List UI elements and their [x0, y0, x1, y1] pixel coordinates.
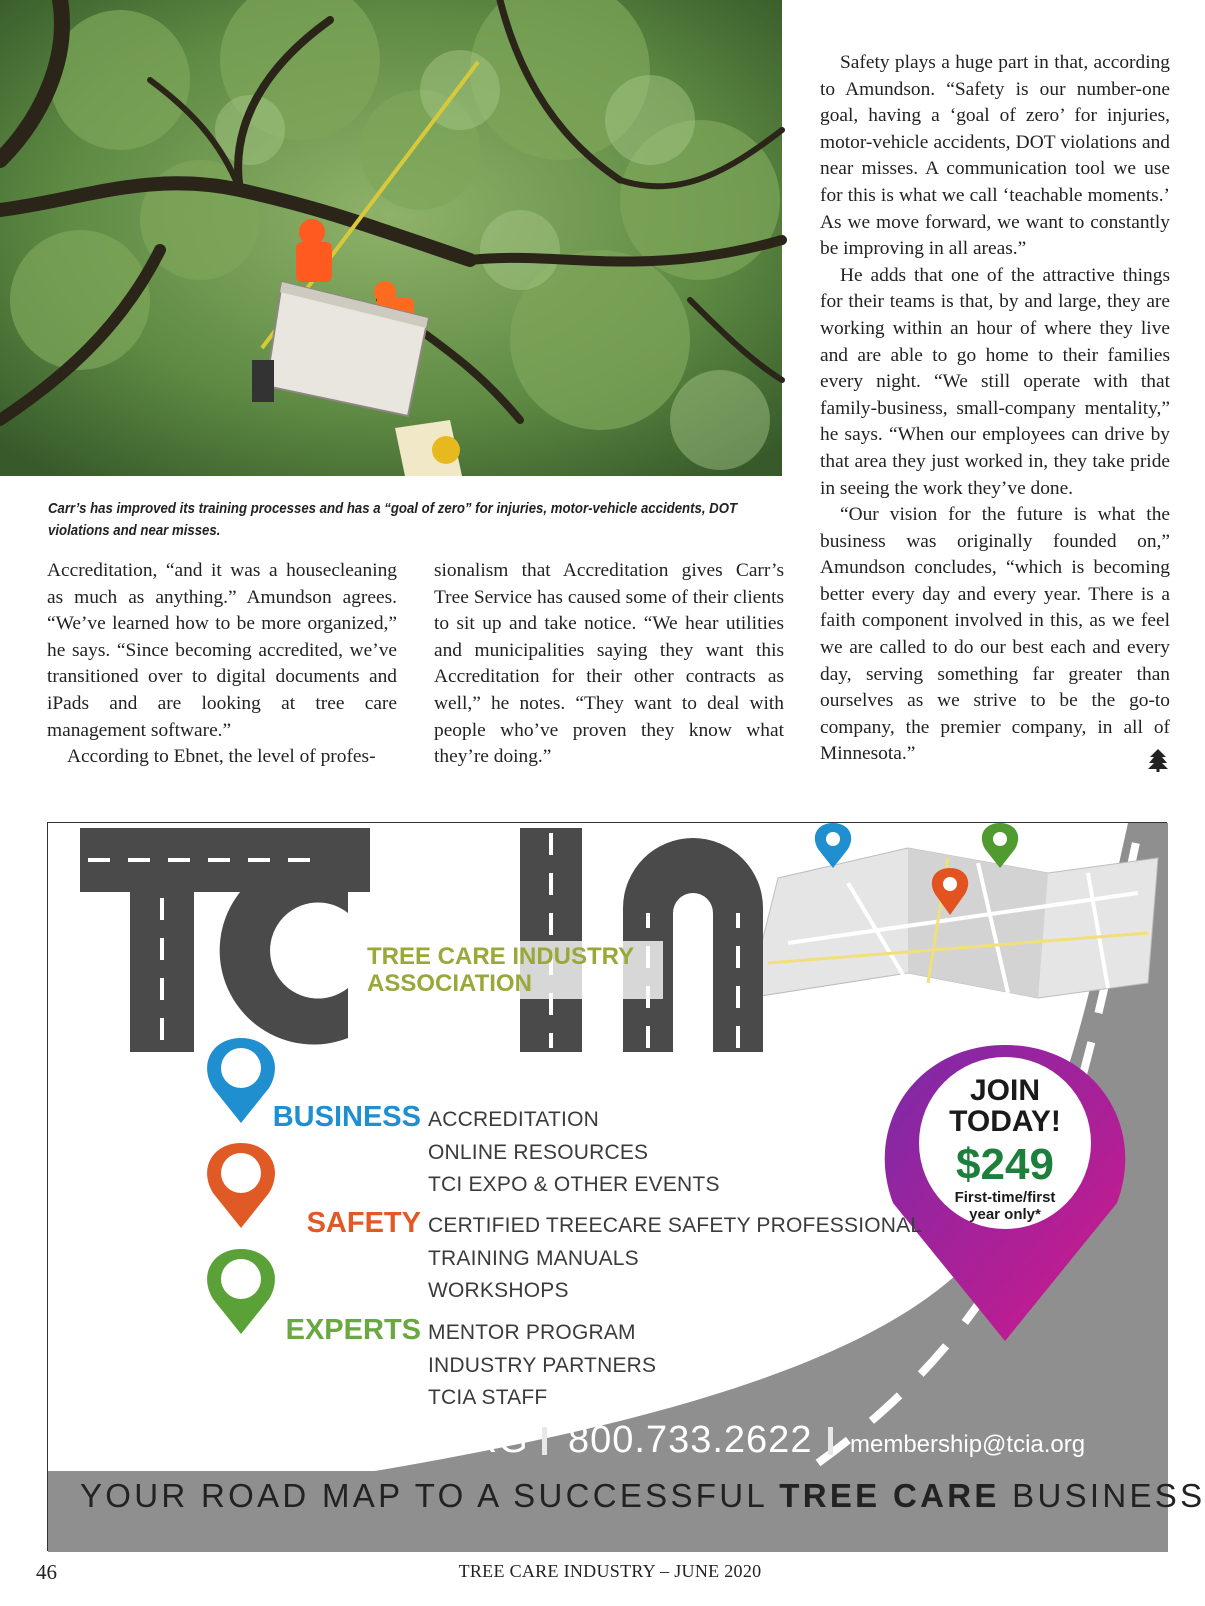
article-column-2 [434, 558, 784, 771]
tagline-bold: TREE CARE [779, 1477, 1000, 1514]
business-items [428, 1104, 720, 1202]
paragraph: He adds that one of the attractive things for their teams is that, by and large, they are working within an hour of where they live and are able to go home to their families every night. “We still operate with that family-business, small-company mentality,” he says. “When our employees can drive by that area they just worked in, they take pride in seeing the work they’ve done. [820, 264, 1170, 499]
list-item: ACCREDITATION [428, 1108, 599, 1131]
paragraph: According to Ebnet, the level of profes- [67, 746, 376, 768]
list-item: TCI EXPO & OTHER EVENTS [428, 1173, 720, 1196]
running-footer: TREE CARE INDUSTRY – JUNE 2020 [458, 1561, 762, 1581]
category-business: BUSINESS [272, 1101, 421, 1133]
tcia-advertisement [47, 822, 1205, 1551]
article-photo [0, 0, 782, 476]
join-title-line2: TODAY! [949, 1105, 1061, 1138]
experts-items [428, 1317, 656, 1415]
email-link[interactable]: membership@tcia.org [850, 1431, 1086, 1458]
category-pins [207, 1038, 275, 1334]
association-name: TREE CARE INDUSTRY ASSOCIATION [361, 941, 663, 999]
list-item: CERTIFIED TREECARE SAFETY PROFESSIONAL [428, 1214, 923, 1237]
join-note-line1: First-time/first [954, 1189, 1056, 1206]
list-item: MENTOR PROGRAM [428, 1321, 636, 1344]
photo-caption: Carr’s has improved its training processes and has a “goal of zero” for injuries, motor-vehicle accidents, DOT violations and near misses. [48, 500, 738, 539]
paragraph: “Our vision for the future is what the business was originally founded on,” Amundson concludes, “which is becoming better every day and every year. There is a faith component involved in this, as we feel we are called to do our best each and every day, serving something far greater than ourselves as we strive to be the go-to company, the premier company, in all of Minnesota.” [820, 504, 1170, 765]
phone-number[interactable]: 800.733.2622 [568, 1419, 813, 1461]
divider [542, 1427, 547, 1455]
list-item: ONLINE RESOURCES [428, 1140, 649, 1164]
ad-tagline [80, 1477, 1205, 1515]
list-item: INDUSTRY PARTNERS [428, 1353, 657, 1377]
page-number: 46 [36, 1560, 57, 1584]
list-item: WORKSHOPS [428, 1279, 569, 1302]
list-item: TRAINING MANUALS [428, 1246, 639, 1270]
tree-bucket-photo [0, 0, 782, 476]
tagline-suffix: BUSINESS [1012, 1477, 1205, 1514]
divider [828, 1427, 833, 1455]
join-price: $249 [956, 1140, 1054, 1189]
join-title-line1: JOIN [969, 1074, 1041, 1107]
safety-items [428, 1210, 922, 1308]
category-safety: SAFETY [306, 1207, 421, 1239]
list-item: TCIA STAFF [428, 1386, 548, 1409]
category-experts: EXPERTS [285, 1314, 421, 1346]
join-offer [930, 1075, 1080, 1223]
join-note-line2: year only* [969, 1206, 1041, 1223]
article-column-1 [47, 558, 397, 771]
tagline-prefix: YOUR ROAD MAP TO A SUCCESSFUL [80, 1477, 767, 1514]
paragraph: Accreditation, “and it was a housecleaning as much as anything.” Amundson agrees. “We’ve learned how to be more organized,” he says. “Since becoming accredited, we’ve transitioned over to digital documents and iPads and are looking at tree care management software.” [47, 560, 397, 741]
article-column-3 [820, 50, 1170, 768]
website-link[interactable]: TCIA.ORG [337, 1419, 529, 1461]
paragraph: Safety plays a huge part in that, according to Amundson. “Safety is our number-one goal, having a ‘goal of zero’ for injuries, motor-vehicle accidents, DOT violations and near misses. A communication tool we use for this is what we call ‘teachable moments.’ As we move forward, we want to constantly be improving in all areas.” [820, 52, 1170, 260]
paragraph: sionalism that Accreditation gives Carr’s Tree Service has caused some of their clients to sit up and take notice. “We hear utilities and municipalities saying they want this Accreditation for their other contracts as well,” he notes. “They want to deal with people who’ve proven they know what they’re doing.” [434, 560, 784, 768]
tree-icon [1148, 748, 1168, 777]
